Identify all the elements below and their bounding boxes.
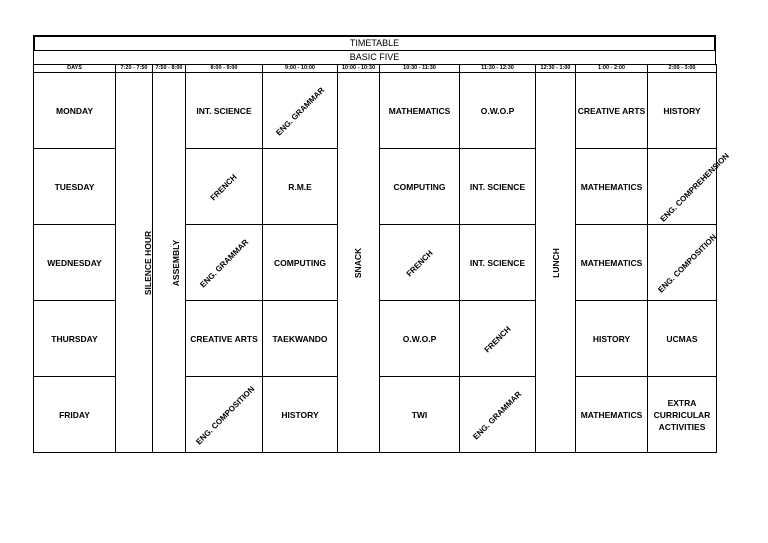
timetable bbox=[33, 35, 731, 453]
subject-cell: MATHEMATICS bbox=[576, 149, 648, 225]
timetable-grid bbox=[33, 64, 731, 453]
subject-cell: COMPUTING bbox=[263, 225, 338, 301]
subject-cell: ENG. GRAMMAR bbox=[186, 225, 263, 301]
header-time: 8:00 - 9:00 bbox=[186, 65, 263, 73]
subject-cell: HISTORY bbox=[576, 301, 648, 377]
subject-cell: ENG. GRAMMAR bbox=[263, 73, 338, 149]
subject-cell: O.W.O.P bbox=[380, 301, 460, 377]
subject-cell: INT. SCIENCE bbox=[186, 73, 263, 149]
table-row bbox=[34, 73, 717, 149]
subject-cell: EXTRA CURRICULAR ACTIVITIES bbox=[648, 377, 717, 453]
subject-cell: ENG. COMPOSITION bbox=[186, 377, 263, 453]
subject-cell: TAEKWANDO bbox=[263, 301, 338, 377]
class-name: BASIC FIVE bbox=[33, 50, 716, 64]
subject-cell: MATHEMATICS bbox=[576, 225, 648, 301]
subject-cell: INT. SCIENCE bbox=[460, 225, 536, 301]
day-cell: THURSDAY bbox=[34, 301, 116, 377]
header-time: 12:30 - 1:00 bbox=[536, 65, 576, 73]
header-row bbox=[34, 65, 717, 73]
subject-cell: FRENCH bbox=[380, 225, 460, 301]
subject-cell: MATHEMATICS bbox=[576, 377, 648, 453]
subject-cell: FRENCH bbox=[460, 301, 536, 377]
subject-cell: FRENCH bbox=[186, 149, 263, 225]
subject-cell: ENG. COMPOSITION bbox=[648, 225, 717, 301]
day-cell: TUESDAY bbox=[34, 149, 116, 225]
header-time: 1:00 - 2:00 bbox=[576, 65, 648, 73]
assembly-cell: ASSEMBLY bbox=[153, 73, 186, 453]
subject-cell: COMPUTING bbox=[380, 149, 460, 225]
subject-cell: UCMAS bbox=[648, 301, 717, 377]
header-time: 9:00 - 10:00 bbox=[263, 65, 338, 73]
day-cell: FRIDAY bbox=[34, 377, 116, 453]
silence-hour-cell: SILENCE HOUR bbox=[116, 73, 153, 453]
subject-cell: MATHEMATICS bbox=[380, 73, 460, 149]
header-time: 2:00 - 3:00 bbox=[648, 65, 717, 73]
header-time: 7:20 - 7:50 bbox=[116, 65, 153, 73]
subject-cell: INT. SCIENCE bbox=[460, 149, 536, 225]
snack-cell: SNACK bbox=[338, 73, 380, 453]
header-time: 11:30 - 12:30 bbox=[460, 65, 536, 73]
subject-cell: ENG. GRAMMAR bbox=[460, 377, 536, 453]
subject-cell: CREATIVE ARTS bbox=[576, 73, 648, 149]
header-time: 10:30 - 11:30 bbox=[380, 65, 460, 73]
subject-cell: HISTORY bbox=[263, 377, 338, 453]
day-cell: MONDAY bbox=[34, 73, 116, 149]
subject-cell: TWI bbox=[380, 377, 460, 453]
subject-cell: HISTORY bbox=[648, 73, 717, 149]
timetable-title: TIMETABLE bbox=[33, 35, 716, 50]
lunch-cell: LUNCH bbox=[536, 73, 576, 453]
subject-cell: O.W.O.P bbox=[460, 73, 536, 149]
subject-cell: ENG. COMPREHENSION bbox=[648, 149, 717, 225]
header-time: 10:00 - 10:30 bbox=[338, 65, 380, 73]
header-days: DAYS bbox=[34, 65, 116, 73]
subject-cell: CREATIVE ARTS bbox=[186, 301, 263, 377]
subject-cell: R.M.E bbox=[263, 149, 338, 225]
day-cell: WEDNESDAY bbox=[34, 225, 116, 301]
header-time: 7:50 - 8:00 bbox=[153, 65, 186, 73]
